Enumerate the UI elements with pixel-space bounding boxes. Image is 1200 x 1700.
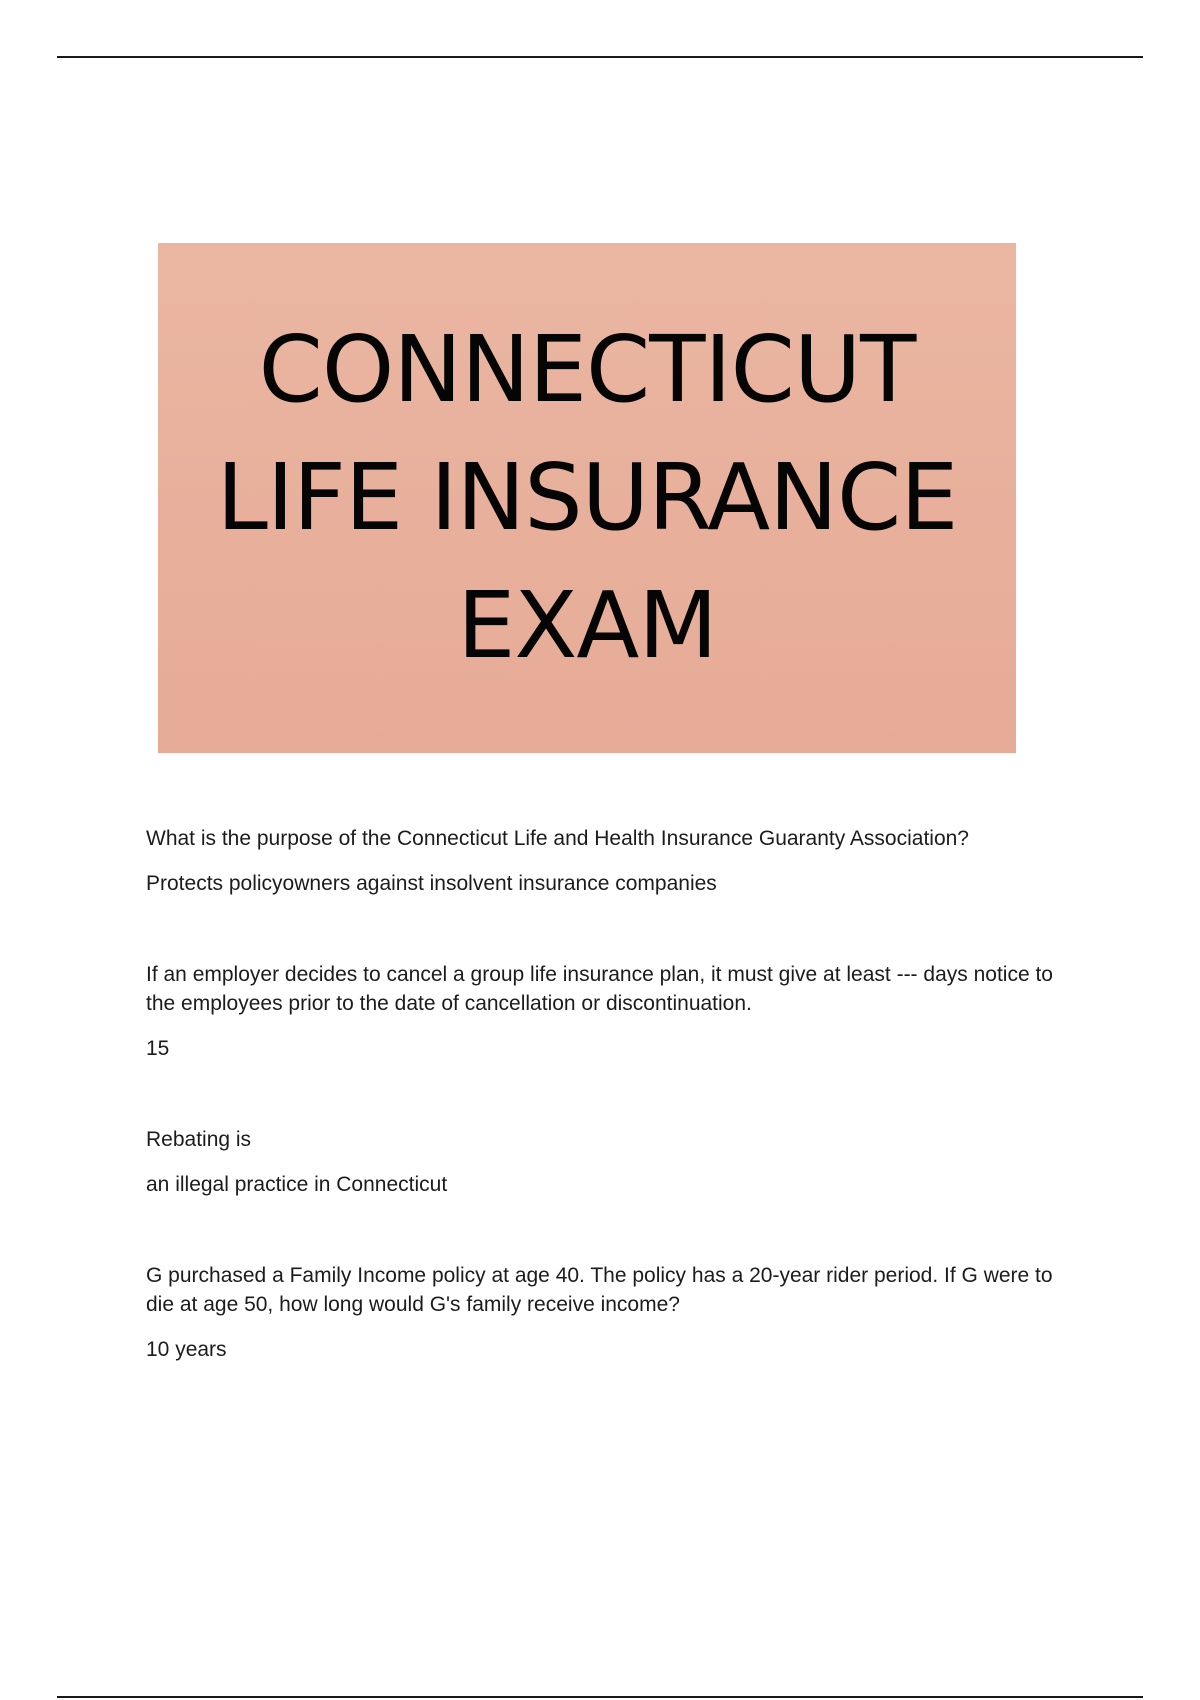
answer-text: 15 <box>146 1037 170 1060</box>
question-text: G purchased a Family Income policy at age 40. The policy has a 20-year rider period. If G were to die at age 50, how long would G's family receive income? <box>146 1264 1053 1316</box>
qa-item <box>146 824 1086 898</box>
top-divider <box>57 56 1143 58</box>
qa-item <box>146 960 1086 1063</box>
qa-item <box>146 1125 1086 1199</box>
cover-title-line-3: EXAM <box>457 572 717 679</box>
question-text: If an employer decides to cancel a group life insurance plan, it must give at least --- days notice to the employees prior to the date of cancellation or discontinuation. <box>146 963 1053 1015</box>
bottom-divider <box>57 1696 1143 1698</box>
cover-banner <box>158 243 1016 753</box>
question-text: Rebating is <box>146 1128 252 1151</box>
answer-text: 10 years <box>146 1338 227 1361</box>
answer-text: an illegal practice in Connecticut <box>146 1173 448 1196</box>
cover-title-line-1: CONNECTICUT <box>258 316 916 423</box>
cover-title-line-2: LIFE INSURANCE <box>216 444 958 551</box>
answer-text: Protects policyowners against insolvent insurance companies <box>146 872 717 895</box>
qa-item <box>146 1261 1086 1364</box>
question-text: What is the purpose of the Connecticut Life and Health Insurance Guaranty Association? <box>146 827 969 850</box>
question-answer-list <box>146 824 1086 1364</box>
